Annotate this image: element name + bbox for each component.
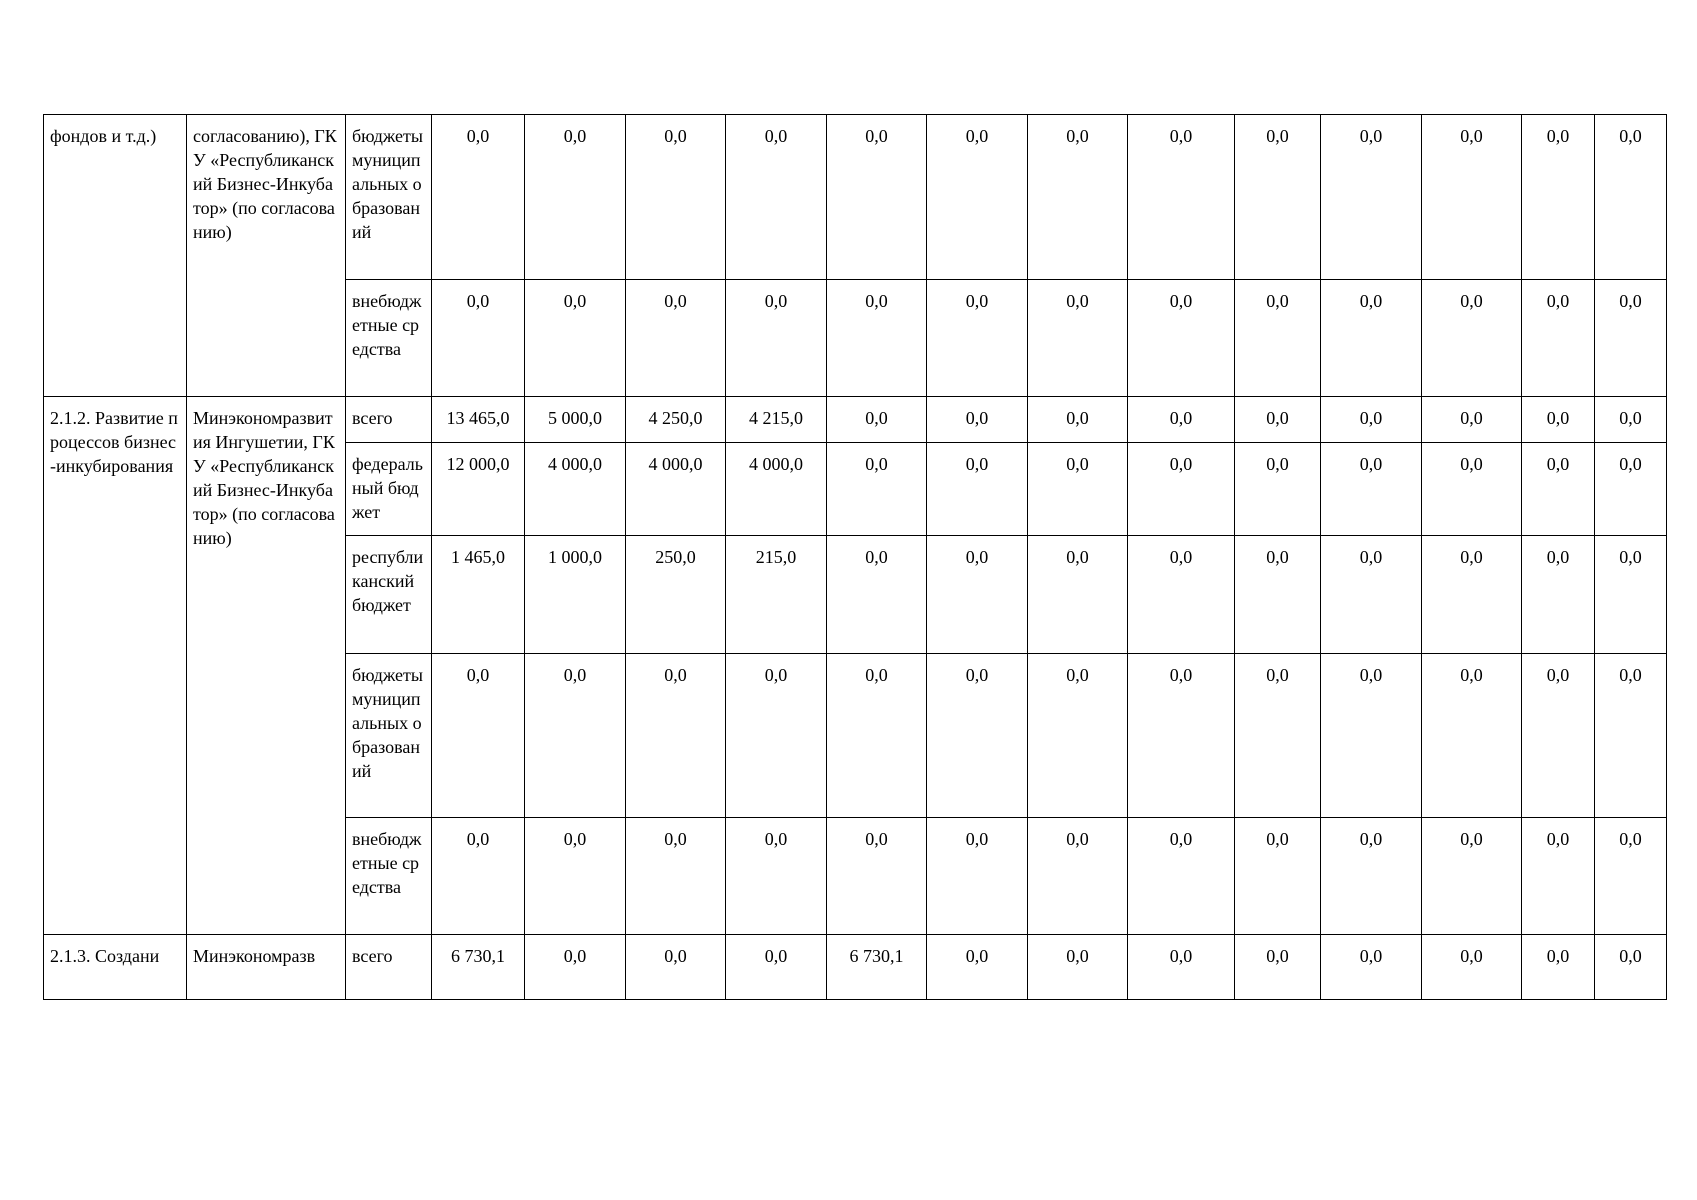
value-cell: 5 000,0	[525, 397, 626, 443]
value-cell: 0,0	[1422, 443, 1522, 536]
value-cell: 0,0	[1595, 443, 1667, 536]
value-cell: 0,0	[1595, 654, 1667, 818]
value-cell: 0,0	[1422, 818, 1522, 935]
value-cell: 0,0	[1422, 397, 1522, 443]
funding-source-cell: внебюджетные средства	[346, 818, 432, 935]
value-cell: 0,0	[1595, 397, 1667, 443]
value-cell: 0,0	[1595, 115, 1667, 280]
value-cell: 0,0	[1028, 115, 1128, 280]
value-cell: 4 215,0	[726, 397, 827, 443]
value-cell: 0,0	[927, 115, 1028, 280]
value-cell: 0,0	[626, 818, 726, 935]
value-cell: 0,0	[1235, 443, 1321, 536]
value-cell: 0,0	[525, 654, 626, 818]
measure-name-cell: 2.1.3. Создани	[44, 935, 187, 1000]
value-cell: 0,0	[1522, 536, 1595, 654]
value-cell: 0,0	[1235, 935, 1321, 1000]
value-cell: 0,0	[1028, 654, 1128, 818]
value-cell: 4 250,0	[626, 397, 726, 443]
table-row	[44, 115, 1667, 280]
value-cell: 0,0	[626, 115, 726, 280]
value-cell: 0,0	[1595, 935, 1667, 1000]
executor-cell: согласованию), ГКУ «Республиканский Бизнес-Инкубатор» (по согласованию)	[187, 115, 346, 397]
value-cell: 12 000,0	[432, 443, 525, 536]
value-cell: 0,0	[1422, 115, 1522, 280]
value-cell: 0,0	[827, 397, 927, 443]
value-cell: 1 465,0	[432, 536, 525, 654]
value-cell: 6 730,1	[827, 935, 927, 1000]
value-cell: 0,0	[1321, 115, 1422, 280]
funding-table	[43, 114, 1667, 1000]
value-cell: 0,0	[927, 654, 1028, 818]
funding-source-cell: всего	[346, 397, 432, 443]
value-cell: 0,0	[525, 115, 626, 280]
value-cell: 0,0	[432, 818, 525, 935]
value-cell: 0,0	[1128, 115, 1235, 280]
table-row	[44, 935, 1667, 1000]
value-cell: 0,0	[1422, 536, 1522, 654]
value-cell: 0,0	[1422, 654, 1522, 818]
value-cell: 250,0	[626, 536, 726, 654]
value-cell: 0,0	[1128, 397, 1235, 443]
value-cell: 0,0	[432, 654, 525, 818]
value-cell: 0,0	[1321, 443, 1422, 536]
measure-name-cell: 2.1.2. Развитие процессов бизнес-инкубирования	[44, 397, 187, 935]
value-cell: 0,0	[1522, 935, 1595, 1000]
value-cell: 0,0	[827, 280, 927, 397]
measure-name-cell: фондов и т.д.)	[44, 115, 187, 397]
value-cell: 0,0	[1235, 818, 1321, 935]
value-cell: 0,0	[726, 280, 827, 397]
value-cell: 0,0	[726, 115, 827, 280]
value-cell: 0,0	[1595, 818, 1667, 935]
value-cell: 0,0	[1028, 443, 1128, 536]
value-cell: 4 000,0	[726, 443, 827, 536]
value-cell: 0,0	[525, 818, 626, 935]
value-cell: 0,0	[927, 536, 1028, 654]
value-cell: 0,0	[1522, 115, 1595, 280]
executor-cell: Минэкономразвития Ингушетии, ГКУ «Республиканский Бизнес-Инкубатор» (по согласованию)	[187, 397, 346, 935]
value-cell: 0,0	[1128, 654, 1235, 818]
value-cell: 0,0	[1321, 280, 1422, 397]
value-cell: 0,0	[827, 115, 927, 280]
value-cell: 0,0	[1422, 280, 1522, 397]
value-cell: 0,0	[827, 818, 927, 935]
funding-source-cell: бюджеты муниципальных образований	[346, 115, 432, 280]
value-cell: 0,0	[1422, 935, 1522, 1000]
value-cell: 0,0	[1235, 115, 1321, 280]
value-cell: 0,0	[827, 443, 927, 536]
value-cell: 0,0	[927, 818, 1028, 935]
value-cell: 0,0	[1522, 654, 1595, 818]
value-cell: 0,0	[1028, 397, 1128, 443]
value-cell: 0,0	[1028, 280, 1128, 397]
value-cell: 0,0	[1522, 818, 1595, 935]
value-cell: 0,0	[1235, 654, 1321, 818]
value-cell: 0,0	[1028, 935, 1128, 1000]
value-cell: 0,0	[1235, 536, 1321, 654]
value-cell: 0,0	[626, 280, 726, 397]
value-cell: 6 730,1	[432, 935, 525, 1000]
value-cell: 0,0	[1128, 935, 1235, 1000]
funding-source-cell: всего	[346, 935, 432, 1000]
value-cell: 0,0	[1321, 818, 1422, 935]
value-cell: 0,0	[726, 654, 827, 818]
value-cell: 0,0	[726, 935, 827, 1000]
value-cell: 0,0	[927, 443, 1028, 536]
value-cell: 215,0	[726, 536, 827, 654]
value-cell: 0,0	[1321, 397, 1422, 443]
value-cell: 0,0	[432, 280, 525, 397]
value-cell: 0,0	[1128, 443, 1235, 536]
value-cell: 4 000,0	[626, 443, 726, 536]
value-cell: 0,0	[1235, 397, 1321, 443]
funding-source-cell: бюджеты муниципальных образований	[346, 654, 432, 818]
value-cell: 1 000,0	[525, 536, 626, 654]
value-cell: 0,0	[827, 536, 927, 654]
funding-source-cell: республиканский бюджет	[346, 536, 432, 654]
value-cell: 4 000,0	[525, 443, 626, 536]
value-cell: 0,0	[1595, 536, 1667, 654]
value-cell: 0,0	[1128, 536, 1235, 654]
value-cell: 13 465,0	[432, 397, 525, 443]
funding-source-cell: федеральный бюджет	[346, 443, 432, 536]
value-cell: 0,0	[1028, 818, 1128, 935]
value-cell: 0,0	[525, 935, 626, 1000]
value-cell: 0,0	[927, 280, 1028, 397]
value-cell: 0,0	[432, 115, 525, 280]
value-cell: 0,0	[1321, 654, 1422, 818]
table-body	[44, 115, 1667, 1000]
value-cell: 0,0	[1235, 280, 1321, 397]
value-cell: 0,0	[827, 654, 927, 818]
value-cell: 0,0	[1522, 397, 1595, 443]
value-cell: 0,0	[927, 397, 1028, 443]
value-cell: 0,0	[1595, 280, 1667, 397]
value-cell: 0,0	[1128, 818, 1235, 935]
value-cell: 0,0	[1321, 536, 1422, 654]
value-cell: 0,0	[1128, 280, 1235, 397]
value-cell: 0,0	[1522, 280, 1595, 397]
value-cell: 0,0	[626, 935, 726, 1000]
table-row	[44, 397, 1667, 443]
value-cell: 0,0	[927, 935, 1028, 1000]
executor-cell: Минэкономразв	[187, 935, 346, 1000]
value-cell: 0,0	[726, 818, 827, 935]
value-cell: 0,0	[1028, 536, 1128, 654]
value-cell: 0,0	[525, 280, 626, 397]
funding-source-cell: внебюджетные средства	[346, 280, 432, 397]
value-cell: 0,0	[1522, 443, 1595, 536]
value-cell: 0,0	[1321, 935, 1422, 1000]
value-cell: 0,0	[626, 654, 726, 818]
